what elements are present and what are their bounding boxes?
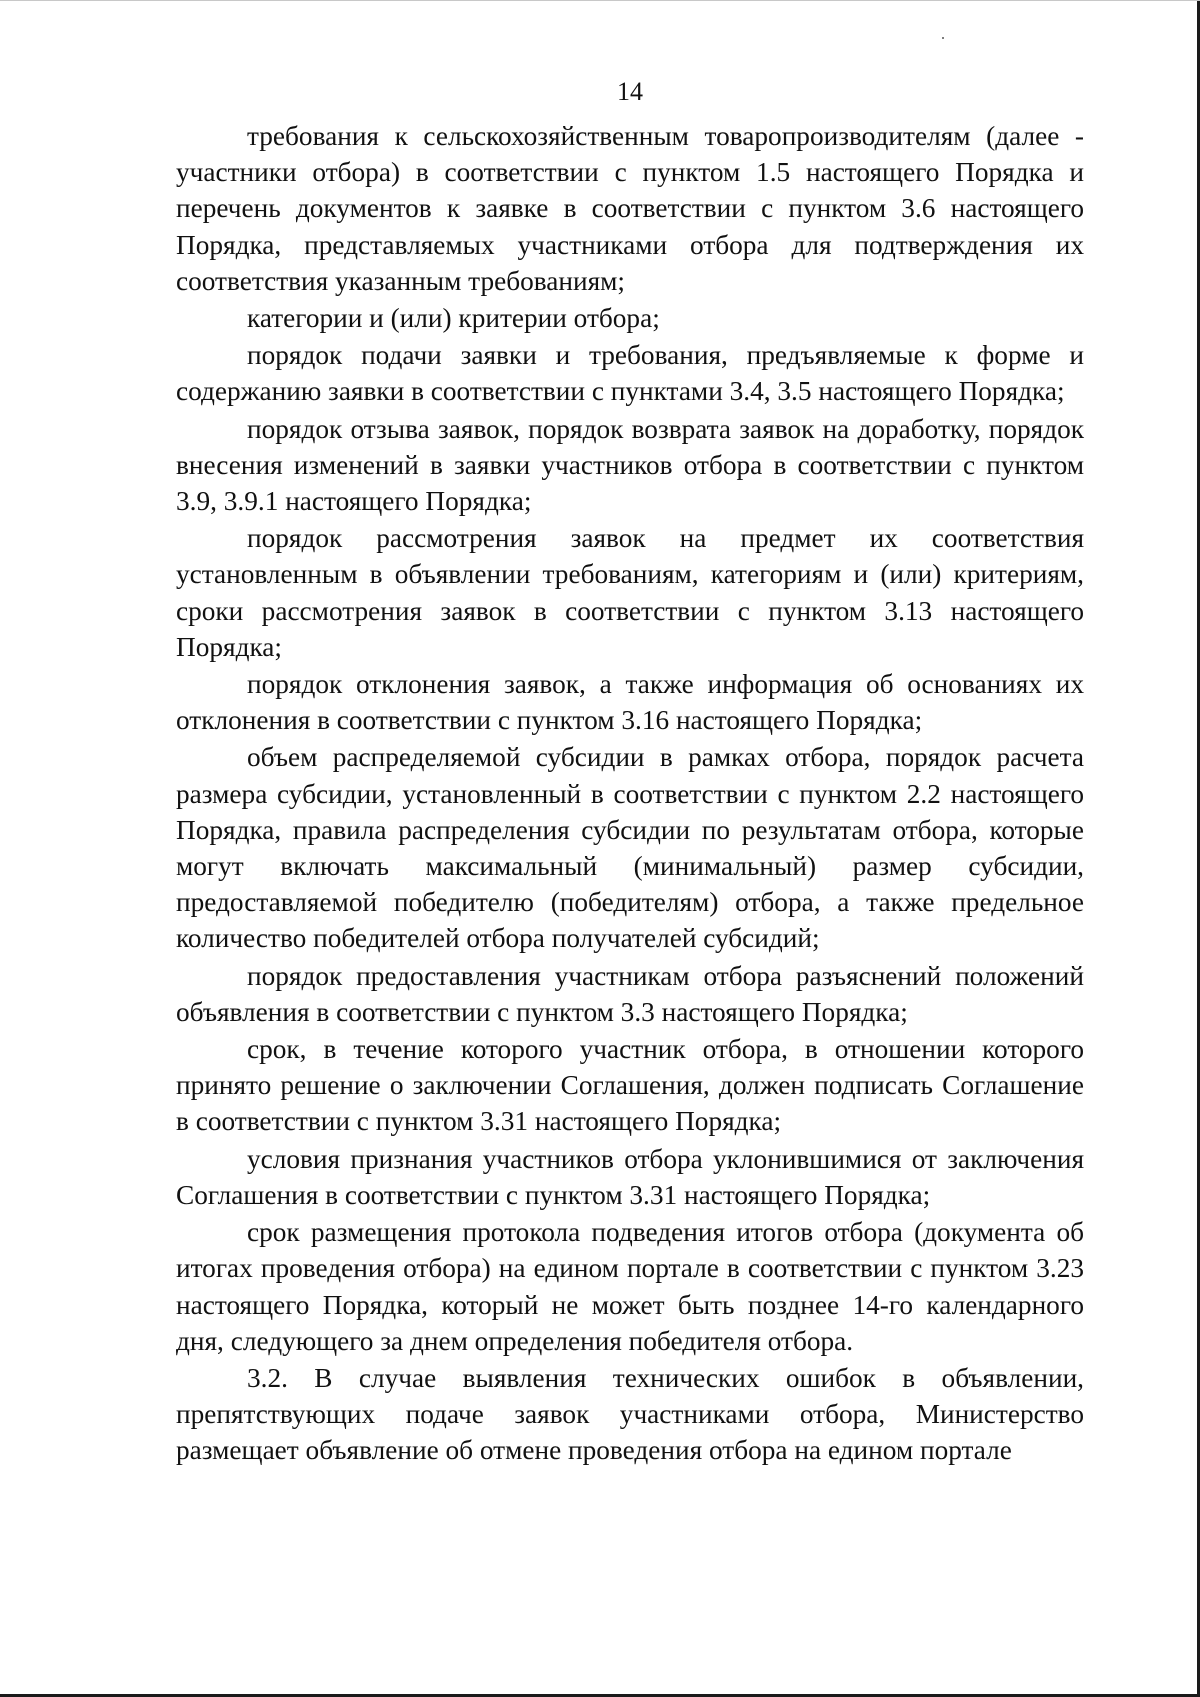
page-number: 14 — [617, 77, 643, 106]
scan-speck — [942, 37, 944, 39]
paragraph-requirements: требования к сельскохозяйственным товаропроизводителям (далее - участники отбора) в соответствии с пунктом 1.5 настоящего Порядка и перечень документов к заявке в соответствии с пунктом 3.6 настоящего Порядка, представляемых участниками отбора для подтверждения их соответствия указанным требованиям; — [176, 121, 1084, 296]
paragraph-section-3-2: 3.2. В случае выявления технических ошибок в объявлении, препятствующих подаче заявок участниками отбора, Министерство размещает объявление об отмене проведения отбора на едином портале — [176, 1362, 1084, 1466]
paragraph-clarifications: порядок предоставления участникам отбора разъяснений положений объявления в соответствии с пунктом 3.3 настоящего Порядка; — [176, 960, 1084, 1027]
paragraph-rejection-procedure: порядок отклонения заявок, а также информация об основаниях их отклонения в соответствии с пунктом 3.16 настоящего Порядка; — [176, 669, 1084, 736]
paragraph-evasion-conditions: условия признания участников отбора уклонившимися от заключения Соглашения в соответствии с пунктом 3.31 настоящего Порядка; — [176, 1143, 1084, 1210]
paragraph-withdrawal-procedure: порядок отзыва заявок, порядок возврата заявок на доработку, порядок внесения изменений в заявки участников отбора в соответствии с пунктом 3.9, 3.9.1 настоящего Порядка; — [176, 413, 1084, 517]
paragraph-signing-deadline: срок, в течение которого участник отбора, в отношении которого принято решение о заключении Соглашения, должен подписать Соглашение в соответствии с пунктом 3.31 настоящего Порядка; — [176, 1034, 1084, 1137]
paragraph-protocol-deadline: срок размещения протокола подведения итогов отбора (документа об итогах проведения отбора) на едином портале в соответствии с пунктом 3.23 настоящего Порядка, который не может быть позднее 14-го календарного дня, следующего за днем определения победителя отбора. — [176, 1217, 1084, 1356]
paragraph-application-procedure: порядок подачи заявки и требования, предъявляемые к форме и содержанию заявки в соответствии с пунктами 3.4, 3.5 настоящего Порядка; — [176, 340, 1084, 407]
document-body — [176, 118, 1084, 1469]
paragraph-subsidy-volume: объем распределяемой субсидии в рамках отбора, порядок расчета размера субсидии, установленный в соответствии с пунктом 2.2 настоящего Порядка, правила распределения субсидии по результатам отбора, которые могут включать максимальный (минимальный) размер субсидии, предоставляемой победителю (победителям) отбора, а также предельное количество победителей отбора получателей субсидий; — [176, 742, 1084, 954]
paragraph-review-procedure: порядок рассмотрения заявок на предмет их соответствия установленным в объявлении требованиям, категориям и (или) критериям, сроки рассмотрения заявок в соответствии с пунктом 3.13 настоящего Порядка; — [176, 523, 1084, 662]
paragraph-categories: категории и (или) критерии отбора; — [247, 303, 660, 334]
